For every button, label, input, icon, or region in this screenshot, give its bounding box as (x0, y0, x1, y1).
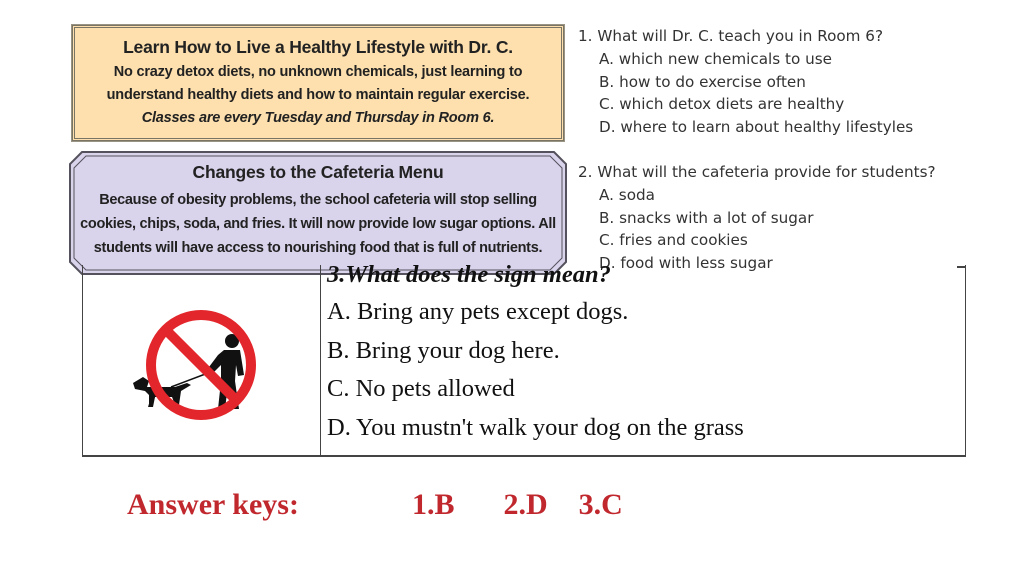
notice1-title: Learn How to Live a Healthy Lifestyle with Dr. C. (123, 37, 513, 57)
question-3-option-b: B. Bring your dog here. (327, 336, 560, 364)
notice2-title: Changes to the Cafeteria Menu (192, 162, 444, 182)
no-dogs-sign-icon (105, 305, 297, 425)
question-3-option-d: D. You mustn't walk your dog on the grass (327, 413, 744, 441)
answer-keys (127, 488, 623, 522)
question-3-option-c: C. No pets allowed (327, 375, 515, 402)
table-divider (320, 265, 321, 455)
question-2-text: 2. What will the cafeteria provide for students? (578, 163, 936, 181)
question-3-text: 3.What does the sign mean? (327, 261, 611, 288)
notice1-line3: Classes are every Tuesday and Thursday in Room 6. (141, 110, 495, 126)
notice-healthy-lifestyle (72, 25, 564, 141)
answer-2: 2.D (503, 488, 548, 521)
question-2-option-b: B. snacks with a lot of sugar (599, 208, 814, 227)
answer-1: 1.B (411, 488, 455, 521)
question-1-option-c: C. which detox diets are healthy (599, 95, 845, 113)
answer-3: 3.C (578, 488, 623, 521)
notice1-line1: No crazy detox diets, no unknown chemicals, just learning to (113, 64, 523, 80)
question-1-option-d: D. where to learn about healthy lifestyles (599, 117, 914, 136)
question-2-option-a: A. soda (599, 186, 655, 204)
question-2-option-c: C. fries and cookies (599, 231, 748, 249)
notice1-line2: understand healthy diets and how to maintain regular exercise. (106, 87, 530, 103)
question-3 (327, 261, 744, 447)
table-corner-tick (957, 266, 966, 268)
notice2-line3: students will have access to nourishing food that is full of nutrients. (93, 240, 543, 256)
question-1-option-b: B. how to do exercise often (599, 72, 806, 91)
question-2-option-d: D. food with less sugar (599, 253, 773, 272)
notice2-line1: Because of obesity problems, the school cafeteria will stop selling (99, 192, 537, 208)
notice2-line2: cookies, chips, soda, and fries. It will now provide low sugar options. All (80, 216, 556, 232)
question-1-option-a: A. which new chemicals to use (599, 50, 832, 68)
answer-keys-label: Answer keys: (127, 488, 299, 521)
question-1 (578, 25, 913, 138)
question-1-text: 1. What will Dr. C. teach you in Room 6? (578, 27, 884, 45)
question-3-option-a: A. Bring any pets except dogs. (327, 298, 629, 325)
